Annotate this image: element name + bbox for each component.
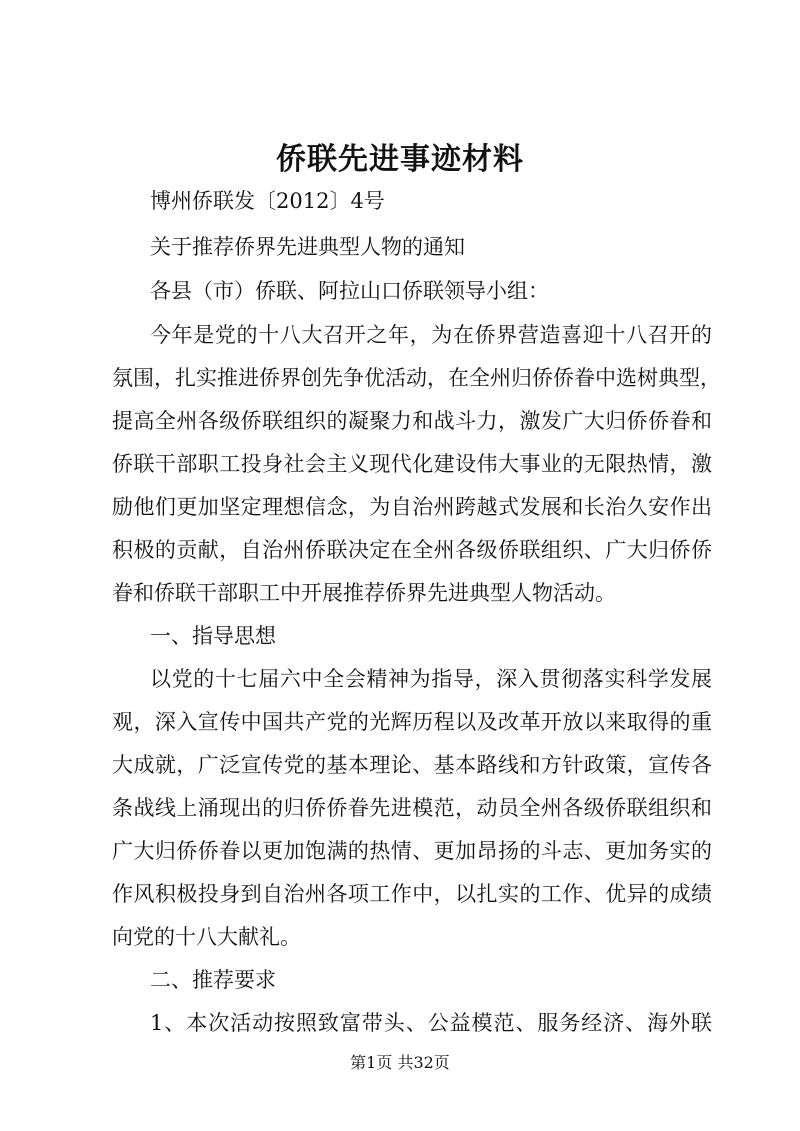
- addressee: 各县（市）侨联、阿拉山口侨联领导小组：: [150, 279, 549, 303]
- paragraph-line: 励他们更加坚定理想信念，为自治州跨越式发展和长治久安作出: [112, 495, 712, 519]
- document-title: 侨联先进事迹材料: [276, 142, 524, 177]
- section-heading-recommendation-requirements: 二、推荐要求: [150, 968, 276, 992]
- section-heading-guiding-thought: 一、指导思想: [150, 624, 276, 648]
- paragraph-line: 1、本次活动按照致富带头、公益模范、服务经济、海外联: [150, 1011, 712, 1035]
- paragraph-line: 向党的十八大献礼。: [112, 925, 301, 949]
- document-number: 博州侨联发〔2012〕4号: [150, 189, 385, 213]
- paragraph-line: 侨联干部职工投身社会主义现代化建设伟大事业的无限热情，激: [112, 452, 712, 476]
- paragraph-line: 观，深入宣传中国共产党的光辉历程以及改革开放以来取得的重: [112, 710, 712, 734]
- notice-subject: 关于推荐侨界先进典型人物的通知: [150, 235, 465, 259]
- paragraph-line: 提高全州各级侨联组织的凝聚力和战斗力，激发广大归侨侨眷和: [112, 409, 712, 433]
- paragraph-line: 今年是党的十八大召开之年，为在侨界营造喜迎十八召开的: [150, 323, 712, 347]
- page-number-footer: 第1页 共32页: [350, 1053, 450, 1072]
- paragraph-line: 广大归侨侨眷以更加饱满的热情、更加昂扬的斗志、更加务实的: [112, 839, 712, 863]
- paragraph-line: 眷和侨联干部职工中开展推荐侨界先进典型人物活动。: [112, 581, 616, 605]
- paragraph-line: 以党的十七届六中全会精神为指导，深入贯彻落实科学发展: [150, 667, 712, 691]
- paragraph-line: 氛围，扎实推进侨界创先争优活动，在全州归侨侨眷中选树典型，: [112, 366, 721, 390]
- paragraph-line: 条战线上涌现出的归侨侨眷先进模范，动员全州各级侨联组织和: [112, 796, 712, 820]
- paragraph-line: 大成就，广泛宣传党的基本理论、基本路线和方针政策，宣传各: [112, 753, 712, 777]
- paragraph-line: 积极的贡献，自治州侨联决定在全州各级侨联组织、广大归侨侨: [112, 538, 712, 562]
- paragraph-line: 作风积极投身到自治州各项工作中，以扎实的工作、优异的成绩: [112, 882, 712, 906]
